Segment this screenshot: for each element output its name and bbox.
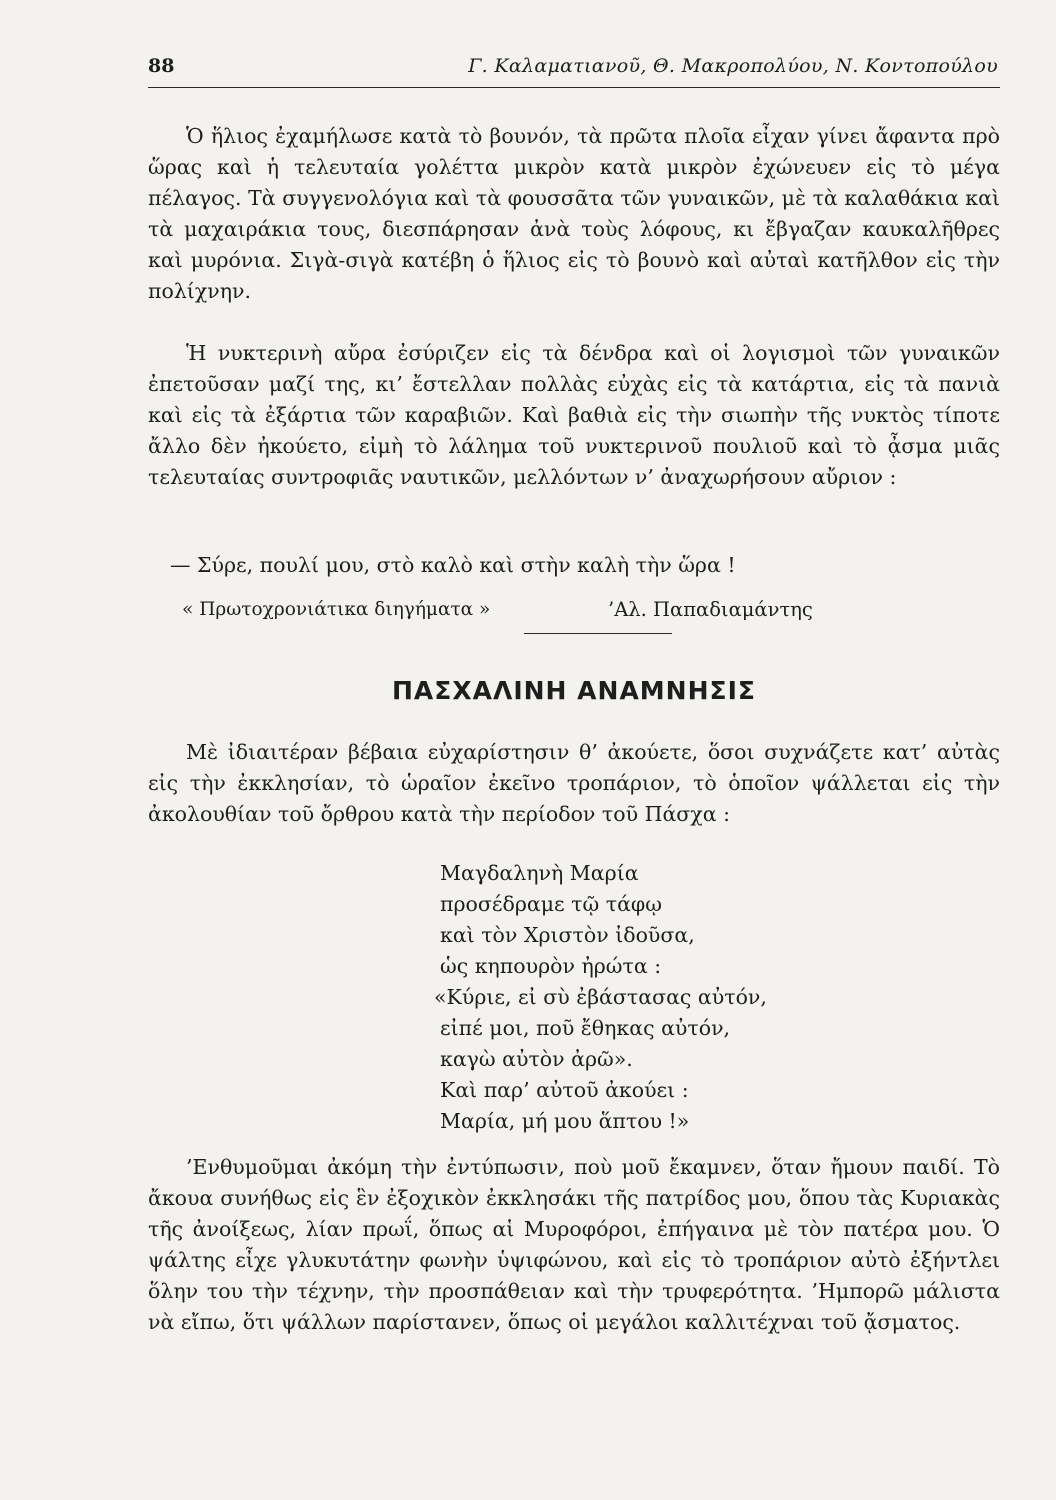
hymn-line: καὶ τὸν Χριστὸν ἰδοῦσα, xyxy=(440,923,695,947)
hymn-line: καγὼ αὐτὸν ἀρῶ». xyxy=(440,1047,633,1071)
section-separator xyxy=(524,633,672,634)
hymn-line: «Κύριε, εἰ σὺ ἐβάστασας αὐτόν, xyxy=(434,985,767,1009)
hymn-line: Καὶ παρ’ αὐτοῦ ἀκούει : xyxy=(440,1078,689,1102)
hymn-line: Μαρία, μή μου ἅπτου !» xyxy=(440,1109,690,1133)
section-title: ΠΑΣΧΑΛΙΝΗ ΑΝΑΜΝΗΣΙΣ xyxy=(392,676,756,705)
paragraph-intro: Μὲ ἰδιαιτέραν βέβαια εὐχαρίστησιν θ’ ἀκούετε, ὅσοι συχνάζετε κατ’ αὐτὰς εἰς τὴν ἐκκλησίαν, τὸ ὡραῖον ἐκεῖνο τροπάριον, τὸ ὁποῖον ψάλλεται εἰς τὴν ἀκολουθίαν τοῦ ὄρθρου κατὰ τὴν περίοδον τοῦ Πάσχα : xyxy=(148,740,1000,826)
author-name: ’Αλ. Παπαδιαμάντης xyxy=(608,598,813,621)
song-quote: — Σύρε, πουλί μου, στὸ καλὸ καὶ στὴν καλὴ τὴν ὥρα ! xyxy=(170,553,736,577)
paragraph-memory: ’Ενθυμοῦμαι ἀκόμη τὴν ἐντύπωσιν, ποὺ μοῦ ἔκαμνεν, ὅταν ἤμουν παιδί. Τὸ ἄκουα συνήθως εἰς ἓν ἐξοχικὸν ἐκκλησάκι τῆς πατρίδος μου, ὅπου τὰς Κυριακὰς τῆς ἀνοίξεως, λίαν πρωΐ, ὅπως αἱ Μυροφόροι, ἐπήγαινα μὲ τὸν πατέρα μου. Ὁ ψάλτης εἶχε γλυκυτάτην φωνὴν ὑψιφώνου, καὶ εἰς τὸ τροπάριον αὐτὸ ἐξήντλει ὅλην του τὴν τέχνην, τὴν προσπάθειαν καὶ τὴν τρυφερότητα. ’Ημπορῶ μάλιστα νὰ εἴπω, ὅτι ψάλλων παρίστανεν, ὅπως οἱ μεγάλοι καλλιτέχναι τοῦ ᾄσματος. xyxy=(148,1155,1000,1334)
paragraph-sunset: Ὁ ἥλιος ἐχαμήλωσε κατὰ τὸ βουνόν, τὰ πρῶτα πλοῖα εἶχαν γίνει ἄφαντα πρὸ ὥρας καὶ ἡ τελευταία γολέττα μικρὸν κατὰ μικρὸν ἐχώνευεν εἰς τὸ μέγα πέλαγος. Τὰ συγγενολόγια καὶ τὰ φουσσᾶτα τῶν γυναικῶν, μὲ τὰ καλαθάκια καὶ τὰ μαχαιράκια τους, διεσπάρησαν ἀνὰ τοὺς λόφους, κι ἔβγαζαν καυκαλῆθρες καὶ μυρόνια. Σιγὰ-σιγὰ κατέβη ὁ ἥλιος εἰς τὸ βουνὸ καὶ αὐταὶ κατῆλθον εἰς τὴν πολίχνην. xyxy=(148,124,1000,303)
header-divider xyxy=(148,87,1000,88)
paragraph-night-breeze: Ἡ νυκτερινὴ αὔρα ἐσύριζεν εἰς τὰ δένδρα καὶ οἱ λογισμοὶ τῶν γυναικῶν ἐπετοῦσαν μαζί της, κι’ ἔστελλαν πολλὰς εὐχὰς εἰς τὰ κατάρτια, εἰς τὰ πανιὰ καὶ εἰς τὰ ἐξάρτια τῶν καραβιῶν. Καὶ βαθιὰ εἰς τὴν σιωπὴν τῆς νυκτὸς τίποτε ἄλλο δὲν ἠκούετο, εἰμὴ τὸ λάλημα τοῦ νυκτερινοῦ πουλιοῦ καὶ τὸ ᾆσμα μιᾶς τελευταίας συντροφιᾶς ναυτικῶν, μελλόντων ν’ ἀναχωρήσουν αὔριον : xyxy=(148,341,1000,489)
hymn-line: Μαγδαληνὴ Μαρία xyxy=(440,861,639,885)
hymn-verse xyxy=(434,858,860,1137)
hymn-line: εἰπέ μοι, ποῦ ἔθηκας αὐτόν, xyxy=(440,1016,731,1040)
page-header xyxy=(148,55,998,85)
hymn-line: ὡς κηπουρὸν ἠρώτα : xyxy=(440,954,662,978)
quote-attribution xyxy=(182,594,982,625)
page-number: 88 xyxy=(148,55,175,77)
running-head-authors: Γ. Καλαματιανοῦ, Θ. Μακροπολύου, Ν. Κοντοπούλου xyxy=(468,55,998,77)
source-title: « Πρωτοχρονιάτικα διηγήματα » xyxy=(182,599,491,620)
hymn-line: προσέδραμε τῷ τάφῳ xyxy=(440,892,663,916)
